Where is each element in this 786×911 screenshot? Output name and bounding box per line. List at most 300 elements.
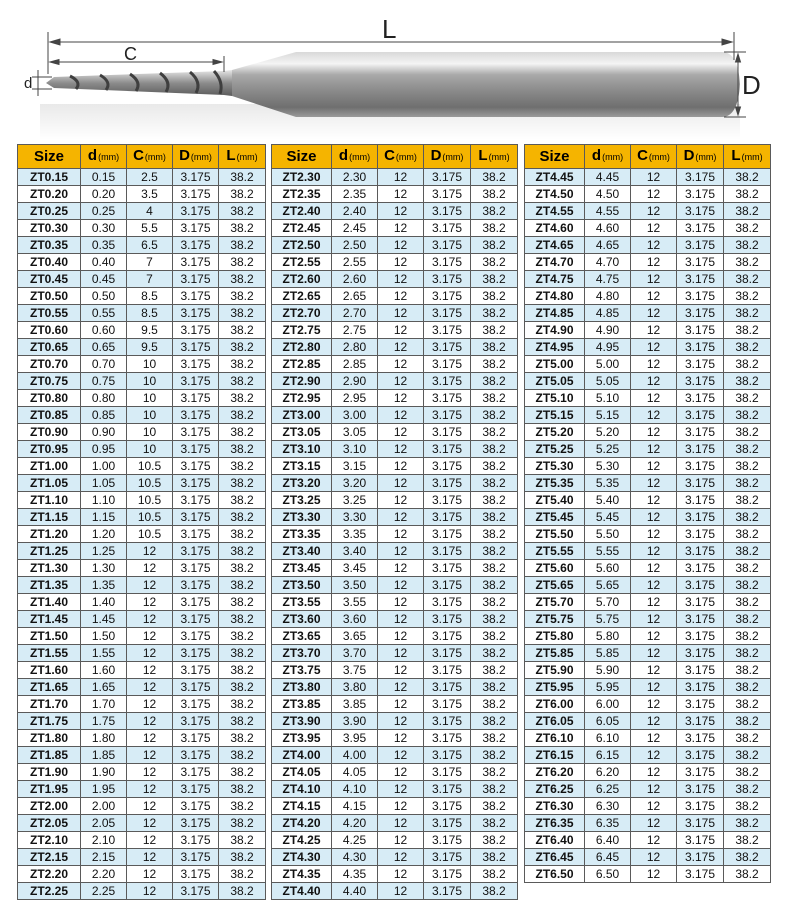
cell-c: 4 <box>127 203 173 220</box>
table-row <box>18 237 266 254</box>
cell-big-d: 3.175 <box>677 577 724 594</box>
cell-l: 38.2 <box>219 577 266 594</box>
cell-big-d: 3.175 <box>173 492 219 509</box>
cell-l: 38.2 <box>471 526 518 543</box>
dimension-label-l: L <box>382 14 397 44</box>
dimension-label-big-d: D <box>742 70 761 100</box>
cell-l: 38.2 <box>471 866 518 883</box>
cell-d: 0.30 <box>81 220 127 237</box>
table-row <box>272 696 518 713</box>
cell-big-d: 3.175 <box>173 356 219 373</box>
cell-size: ZT2.20 <box>18 866 81 883</box>
cell-size: ZT0.65 <box>18 339 81 356</box>
cell-d: 1.85 <box>81 747 127 764</box>
cell-big-d: 3.175 <box>424 577 471 594</box>
cell-c: 12 <box>378 747 424 764</box>
table-row <box>525 594 771 611</box>
cell-big-d: 3.175 <box>677 781 724 798</box>
cell-c: 12 <box>127 713 173 730</box>
cell-c: 12 <box>631 662 677 679</box>
table-row <box>525 271 771 288</box>
cell-big-d: 3.175 <box>424 186 471 203</box>
cell-d: 5.70 <box>585 594 631 611</box>
cell-l: 38.2 <box>219 866 266 883</box>
cell-size: ZT4.70 <box>525 254 585 271</box>
cell-d: 3.80 <box>332 679 378 696</box>
cell-c: 7 <box>127 271 173 288</box>
table-row <box>18 543 266 560</box>
cell-big-d: 3.175 <box>173 849 219 866</box>
cell-d: 6.00 <box>585 696 631 713</box>
cell-size: ZT5.40 <box>525 492 585 509</box>
cell-size: ZT0.15 <box>18 169 81 186</box>
cell-c: 12 <box>631 356 677 373</box>
cell-d: 0.55 <box>81 305 127 322</box>
table-row <box>525 747 771 764</box>
cell-l: 38.2 <box>219 628 266 645</box>
cell-size: ZT5.75 <box>525 611 585 628</box>
cell-big-d: 3.175 <box>677 713 724 730</box>
cell-c: 12 <box>127 696 173 713</box>
header-c <box>631 145 677 169</box>
cell-d: 5.60 <box>585 560 631 577</box>
cell-d: 1.15 <box>81 509 127 526</box>
cell-size: ZT1.25 <box>18 543 81 560</box>
cell-l: 38.2 <box>724 781 771 798</box>
cell-c: 12 <box>127 645 173 662</box>
table-row <box>272 662 518 679</box>
table-row <box>18 764 266 781</box>
cell-big-d: 3.175 <box>677 815 724 832</box>
cell-c: 12 <box>631 696 677 713</box>
cell-c: 12 <box>631 441 677 458</box>
cell-size: ZT0.90 <box>18 424 81 441</box>
table-row <box>272 730 518 747</box>
cell-big-d: 3.175 <box>424 832 471 849</box>
header-size-label: Size <box>33 147 64 165</box>
cell-size: ZT4.35 <box>272 866 332 883</box>
cell-d: 2.15 <box>81 849 127 866</box>
cell-size: ZT1.40 <box>18 594 81 611</box>
cell-c: 12 <box>631 237 677 254</box>
cell-l: 38.2 <box>219 407 266 424</box>
table-row <box>272 441 518 458</box>
cell-big-d: 3.175 <box>173 203 219 220</box>
cell-big-d: 3.175 <box>173 781 219 798</box>
cell-d: 5.55 <box>585 543 631 560</box>
cell-c: 12 <box>378 866 424 883</box>
cell-d: 4.80 <box>585 288 631 305</box>
cell-size: ZT2.65 <box>272 288 332 305</box>
cell-big-d: 3.175 <box>173 458 219 475</box>
cell-big-d: 3.175 <box>173 186 219 203</box>
cell-l: 38.2 <box>219 696 266 713</box>
cell-c: 12 <box>378 492 424 509</box>
cell-d: 3.70 <box>332 645 378 662</box>
cell-c: 12 <box>378 509 424 526</box>
cell-size: ZT3.45 <box>272 560 332 577</box>
cell-size: ZT3.90 <box>272 713 332 730</box>
cell-l: 38.2 <box>724 696 771 713</box>
cell-l: 38.2 <box>219 356 266 373</box>
header-l-unit: (mm) <box>488 152 510 162</box>
cell-size: ZT5.35 <box>525 475 585 492</box>
cell-c: 12 <box>378 407 424 424</box>
cell-size: ZT6.05 <box>525 713 585 730</box>
table-row <box>525 526 771 543</box>
cell-size: ZT4.25 <box>272 832 332 849</box>
table-row <box>525 288 771 305</box>
cell-size: ZT3.65 <box>272 628 332 645</box>
cell-l: 38.2 <box>219 594 266 611</box>
cell-big-d: 3.175 <box>173 526 219 543</box>
cell-l: 38.2 <box>471 815 518 832</box>
cell-d: 1.25 <box>81 543 127 560</box>
cell-big-d: 3.175 <box>424 390 471 407</box>
table-row <box>18 441 266 458</box>
cell-big-d: 3.175 <box>173 288 219 305</box>
cell-big-d: 3.175 <box>424 815 471 832</box>
cell-l: 38.2 <box>219 713 266 730</box>
spec-table-3 <box>524 144 771 883</box>
cell-big-d: 3.175 <box>677 407 724 424</box>
cell-big-d: 3.175 <box>424 254 471 271</box>
table-row <box>525 832 771 849</box>
cell-c: 12 <box>631 492 677 509</box>
cell-c: 12 <box>631 611 677 628</box>
cell-size: ZT3.95 <box>272 730 332 747</box>
cell-c: 12 <box>127 662 173 679</box>
cell-size: ZT6.35 <box>525 815 585 832</box>
table-row <box>18 339 266 356</box>
cell-c: 12 <box>378 560 424 577</box>
cell-big-d: 3.175 <box>424 322 471 339</box>
cell-c: 10.5 <box>127 509 173 526</box>
cell-l: 38.2 <box>471 611 518 628</box>
cell-d: 4.55 <box>585 203 631 220</box>
cell-size: ZT2.25 <box>18 883 81 900</box>
cell-l: 38.2 <box>471 288 518 305</box>
cell-c: 2.5 <box>127 169 173 186</box>
cell-l: 38.2 <box>471 424 518 441</box>
cell-big-d: 3.175 <box>677 645 724 662</box>
table-row <box>272 815 518 832</box>
cell-size: ZT6.45 <box>525 849 585 866</box>
cell-c: 12 <box>127 594 173 611</box>
cell-size: ZT1.35 <box>18 577 81 594</box>
cell-size: ZT4.55 <box>525 203 585 220</box>
cell-big-d: 3.175 <box>677 628 724 645</box>
cell-l: 38.2 <box>471 237 518 254</box>
cell-c: 12 <box>378 764 424 781</box>
table-row <box>525 186 771 203</box>
cell-size: ZT0.80 <box>18 390 81 407</box>
table-row <box>272 203 518 220</box>
cell-c: 12 <box>378 424 424 441</box>
cell-size: ZT6.00 <box>525 696 585 713</box>
cell-size: ZT2.30 <box>272 169 332 186</box>
cell-l: 38.2 <box>724 628 771 645</box>
cell-size: ZT4.10 <box>272 781 332 798</box>
header-big-d <box>677 145 724 169</box>
cell-l: 38.2 <box>471 356 518 373</box>
table-row <box>272 526 518 543</box>
cell-l: 38.2 <box>471 475 518 492</box>
cell-l: 38.2 <box>471 594 518 611</box>
dimension-label-c: C <box>124 44 137 64</box>
table-row <box>525 645 771 662</box>
cell-big-d: 3.175 <box>173 628 219 645</box>
cell-size: ZT3.40 <box>272 543 332 560</box>
cell-d: 2.95 <box>332 390 378 407</box>
cell-l: 38.2 <box>724 509 771 526</box>
cell-c: 12 <box>127 577 173 594</box>
cell-size: ZT2.10 <box>18 832 81 849</box>
table-row <box>18 492 266 509</box>
cell-size: ZT1.55 <box>18 645 81 662</box>
cell-size: ZT4.40 <box>272 883 332 900</box>
cell-size: ZT5.95 <box>525 679 585 696</box>
table-row <box>525 628 771 645</box>
cell-big-d: 3.175 <box>424 883 471 900</box>
header-big-d-label: D <box>179 147 190 164</box>
table-row <box>525 798 771 815</box>
cell-big-d: 3.175 <box>677 492 724 509</box>
cell-size: ZT5.45 <box>525 509 585 526</box>
cell-c: 12 <box>631 458 677 475</box>
table-row <box>525 475 771 492</box>
cell-d: 0.65 <box>81 339 127 356</box>
table-row <box>272 169 518 186</box>
cell-l: 38.2 <box>471 560 518 577</box>
cell-big-d: 3.175 <box>677 509 724 526</box>
cell-c: 10.5 <box>127 492 173 509</box>
cell-big-d: 3.175 <box>424 441 471 458</box>
cell-c: 8.5 <box>127 288 173 305</box>
cell-size: ZT6.30 <box>525 798 585 815</box>
cell-l: 38.2 <box>724 832 771 849</box>
cell-size: ZT4.30 <box>272 849 332 866</box>
table-row <box>272 747 518 764</box>
cell-big-d: 3.175 <box>173 305 219 322</box>
cell-d: 0.40 <box>81 254 127 271</box>
cell-size: ZT5.80 <box>525 628 585 645</box>
cell-size: ZT5.25 <box>525 441 585 458</box>
table-row <box>272 305 518 322</box>
table-row <box>272 254 518 271</box>
cell-big-d: 3.175 <box>424 271 471 288</box>
cell-size: ZT1.10 <box>18 492 81 509</box>
cell-big-d: 3.175 <box>677 458 724 475</box>
cell-big-d: 3.175 <box>677 832 724 849</box>
cell-d: 0.60 <box>81 322 127 339</box>
cell-d: 3.55 <box>332 594 378 611</box>
cell-d: 2.40 <box>332 203 378 220</box>
cell-big-d: 3.175 <box>424 288 471 305</box>
cell-d: 1.95 <box>81 781 127 798</box>
cell-d: 4.65 <box>585 237 631 254</box>
cell-size: ZT1.20 <box>18 526 81 543</box>
cell-size: ZT4.60 <box>525 220 585 237</box>
cell-c: 12 <box>378 577 424 594</box>
cell-l: 38.2 <box>724 866 771 883</box>
cell-c: 12 <box>378 237 424 254</box>
cell-size: ZT0.30 <box>18 220 81 237</box>
cell-big-d: 3.175 <box>677 594 724 611</box>
cell-l: 38.2 <box>219 526 266 543</box>
cell-c: 12 <box>378 458 424 475</box>
table-row <box>272 866 518 883</box>
cell-l: 38.2 <box>724 798 771 815</box>
cell-d: 4.85 <box>585 305 631 322</box>
header-d-unit: (mm) <box>98 152 120 162</box>
table-row <box>525 424 771 441</box>
cell-l: 38.2 <box>471 322 518 339</box>
cell-d: 2.90 <box>332 373 378 390</box>
table-row <box>18 203 266 220</box>
cell-d: 6.20 <box>585 764 631 781</box>
cell-d: 4.00 <box>332 747 378 764</box>
table-row <box>18 696 266 713</box>
cell-size: ZT2.00 <box>18 798 81 815</box>
cell-big-d: 3.175 <box>173 815 219 832</box>
cell-l: 38.2 <box>219 169 266 186</box>
cell-big-d: 3.175 <box>424 560 471 577</box>
cell-l: 38.2 <box>471 373 518 390</box>
cell-c: 12 <box>378 883 424 900</box>
cell-l: 38.2 <box>471 543 518 560</box>
cell-size: ZT1.30 <box>18 560 81 577</box>
cell-l: 38.2 <box>219 458 266 475</box>
table-row <box>272 186 518 203</box>
cell-c: 12 <box>378 322 424 339</box>
cell-size: ZT2.80 <box>272 339 332 356</box>
cell-size: ZT5.55 <box>525 543 585 560</box>
cell-l: 38.2 <box>724 594 771 611</box>
cell-l: 38.2 <box>219 815 266 832</box>
cell-c: 12 <box>378 849 424 866</box>
cell-size: ZT1.75 <box>18 713 81 730</box>
table-row <box>525 866 771 883</box>
cell-size: ZT5.05 <box>525 373 585 390</box>
cell-d: 4.25 <box>332 832 378 849</box>
table-row <box>525 390 771 407</box>
cell-l: 38.2 <box>219 475 266 492</box>
cell-big-d: 3.175 <box>424 730 471 747</box>
cell-d: 4.90 <box>585 322 631 339</box>
header-l <box>471 145 518 169</box>
cell-c: 12 <box>631 543 677 560</box>
table-row <box>18 713 266 730</box>
cell-c: 12 <box>127 781 173 798</box>
cell-d: 1.05 <box>81 475 127 492</box>
table-row <box>18 679 266 696</box>
cell-size: ZT6.20 <box>525 764 585 781</box>
cell-c: 12 <box>378 628 424 645</box>
cell-c: 9.5 <box>127 322 173 339</box>
table-row <box>18 424 266 441</box>
cell-c: 12 <box>631 390 677 407</box>
table-row <box>18 475 266 492</box>
cell-d: 3.45 <box>332 560 378 577</box>
header-d-label: d <box>591 147 602 164</box>
header-big-d-label: D <box>430 147 442 164</box>
table-row <box>272 764 518 781</box>
cell-c: 12 <box>127 883 173 900</box>
cell-size: ZT1.80 <box>18 730 81 747</box>
cell-c: 12 <box>378 220 424 237</box>
table-row <box>272 543 518 560</box>
cell-size: ZT5.00 <box>525 356 585 373</box>
table-row <box>18 849 266 866</box>
cell-size: ZT1.90 <box>18 764 81 781</box>
table-row <box>272 594 518 611</box>
table-row <box>525 254 771 271</box>
cell-l: 38.2 <box>724 611 771 628</box>
cell-d: 5.25 <box>585 441 631 458</box>
cell-d: 6.25 <box>585 781 631 798</box>
cell-d: 3.05 <box>332 424 378 441</box>
cell-l: 38.2 <box>219 492 266 509</box>
header-c <box>378 145 424 169</box>
header-c <box>127 145 173 169</box>
cell-size: ZT1.45 <box>18 611 81 628</box>
cell-d: 4.35 <box>332 866 378 883</box>
cell-d: 1.55 <box>81 645 127 662</box>
table-row <box>18 883 266 900</box>
cell-l: 38.2 <box>724 713 771 730</box>
cell-d: 1.50 <box>81 628 127 645</box>
table-row <box>272 798 518 815</box>
cell-d: 4.45 <box>585 169 631 186</box>
cell-size: ZT4.20 <box>272 815 332 832</box>
cell-d: 0.35 <box>81 237 127 254</box>
cell-l: 38.2 <box>471 169 518 186</box>
cell-big-d: 3.175 <box>677 662 724 679</box>
cell-big-d: 3.175 <box>173 169 219 186</box>
cell-l: 38.2 <box>219 611 266 628</box>
cell-d: 2.80 <box>332 339 378 356</box>
cell-big-d: 3.175 <box>677 271 724 288</box>
cell-c: 10.5 <box>127 526 173 543</box>
table-row <box>18 645 266 662</box>
cell-d: 3.10 <box>332 441 378 458</box>
cell-c: 12 <box>631 220 677 237</box>
table-row <box>272 883 518 900</box>
cell-l: 38.2 <box>724 424 771 441</box>
cell-size: ZT0.20 <box>18 186 81 203</box>
cell-d: 3.60 <box>332 611 378 628</box>
cell-d: 3.40 <box>332 543 378 560</box>
cell-big-d: 3.175 <box>173 611 219 628</box>
cell-big-d: 3.175 <box>677 356 724 373</box>
cell-big-d: 3.175 <box>424 509 471 526</box>
cell-c: 12 <box>378 832 424 849</box>
cell-big-d: 3.175 <box>173 764 219 781</box>
cell-big-d: 3.175 <box>173 798 219 815</box>
cell-l: 38.2 <box>219 679 266 696</box>
cell-size: ZT1.05 <box>18 475 81 492</box>
cell-c: 12 <box>631 560 677 577</box>
cell-d: 0.85 <box>81 407 127 424</box>
cell-big-d: 3.175 <box>677 237 724 254</box>
header-big-d-unit: (mm) <box>695 152 717 162</box>
cell-d: 3.95 <box>332 730 378 747</box>
cell-l: 38.2 <box>724 747 771 764</box>
cell-c: 10 <box>127 441 173 458</box>
cell-big-d: 3.175 <box>677 696 724 713</box>
cell-d: 5.15 <box>585 407 631 424</box>
